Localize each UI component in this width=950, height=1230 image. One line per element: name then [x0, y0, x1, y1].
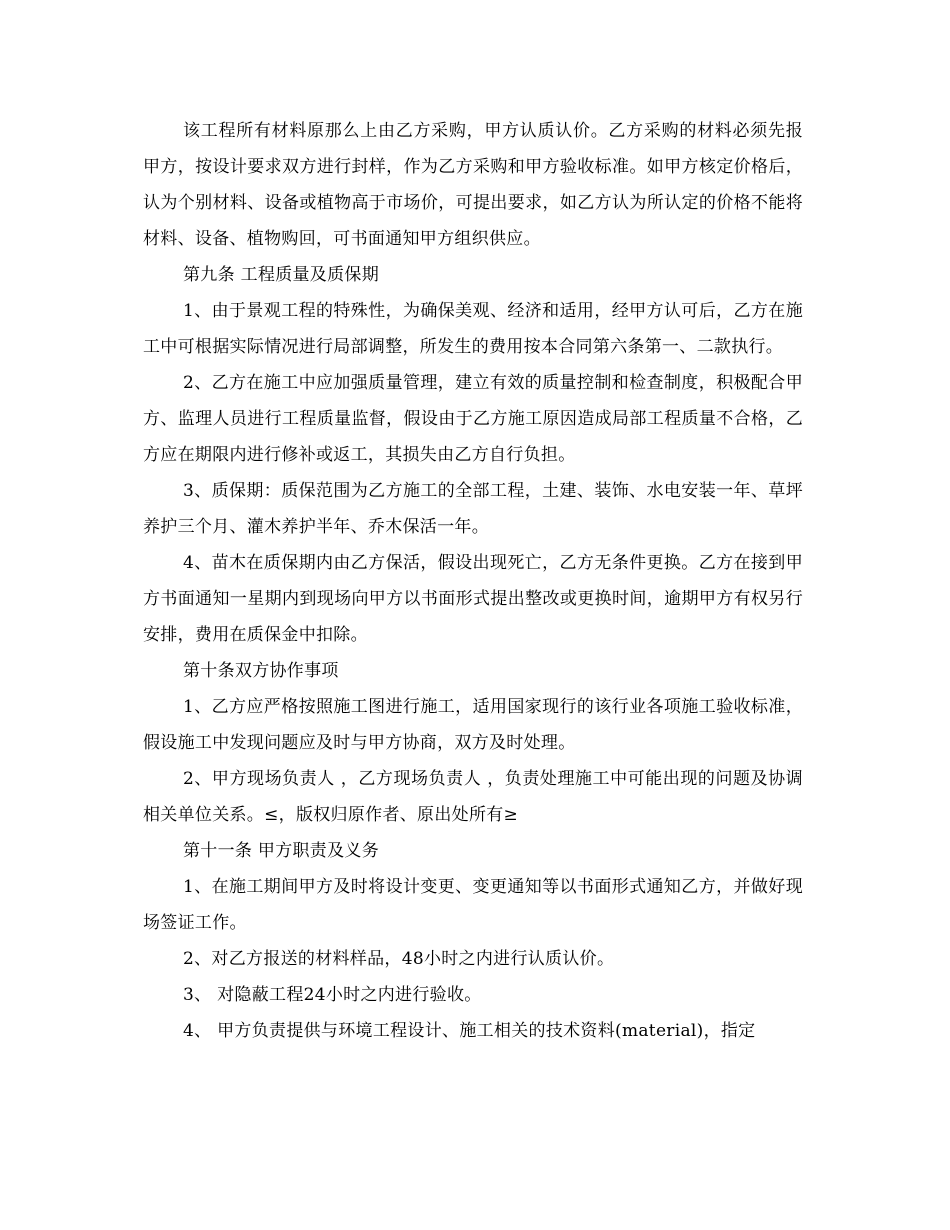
heading-article-11: 第十一条 甲方职责及义务: [183, 841, 380, 861]
paragraph-article-9-item-2: 2、乙方在施工中应加强质量管理，建立有效的质量控制和检查制度，积极配合甲方、监理人员进行工程质量监督，假设由于乙方施工原因造成局部工程质量不合格，乙方应在期限内进行修补或返工，其损失由乙方自行负担。: [143, 373, 803, 465]
paragraph-article-11-item-4: 4、 甲方负责提供与环境工程设计、施工相关的技术资料(material)，指定: [183, 1021, 756, 1041]
heading-article-10: 第十条双方协作事项: [183, 661, 339, 681]
paragraph-article-9-item-1: 1、由于景观工程的特殊性，为确保美观、经济和适用，经甲方认可后，乙方在施工中可根据实际情况进行局部调整，所发生的费用按本合同第六条第一、二款执行。: [143, 301, 803, 357]
paragraph-article-10-item-2: 2、甲方现场负责人 ，乙方现场负责人 ，负责处理施工中可能出现的问题及协调相关单位关系。≤，版权归原作者、原出处所有≥: [143, 769, 803, 825]
document-body: [143, 113, 803, 1049]
paragraph-article-11-item-1: 1、在施工期间甲方及时将设计变更、变更通知等以书面形式通知乙方，并做好现场签证工作。: [143, 877, 803, 933]
heading-article-9: 第九条 工程质量及质保期: [183, 265, 380, 285]
paragraph-article-9-item-3: 3、质保期：质保范围为乙方施工的全部工程，土建、装饰、水电安装一年、草坪养护三个月、灌木养护半年、乔木保活一年。: [143, 481, 803, 537]
paragraph-article-10-item-1: 1、乙方应严格按照施工图进行施工，适用国家现行的该行业各项施工验收标准，假设施工中发现问题应及时与甲方协商，双方及时处理。: [143, 697, 803, 753]
paragraph-article-11-item-3: 3、 对隐蔽工程24小时之内进行验收。: [183, 985, 482, 1005]
paragraph-materials-procurement: 该工程所有材料原那么上由乙方采购，甲方认质认价。乙方采购的材料必须先报甲方，按设计要求双方进行封样，作为乙方采购和甲方验收标准。如甲方核定价格后，认为个别材料、设备或植物高于市场价，可提出要求，如乙方认为所认定的价格不能将材料、设备、植物购回，可书面通知甲方组织供应。: [143, 121, 803, 249]
paragraph-article-11-item-2: 2、对乙方报送的材料样品，48小时之内进行认质认价。: [183, 949, 615, 969]
paragraph-article-9-item-4: 4、苗木在质保期内由乙方保活，假设出现死亡，乙方无条件更换。乙方在接到甲方书面通知一星期内到现场向甲方以书面形式提出整改或更换时间，逾期甲方有权另行安排，费用在质保金中扣除。: [143, 553, 803, 645]
